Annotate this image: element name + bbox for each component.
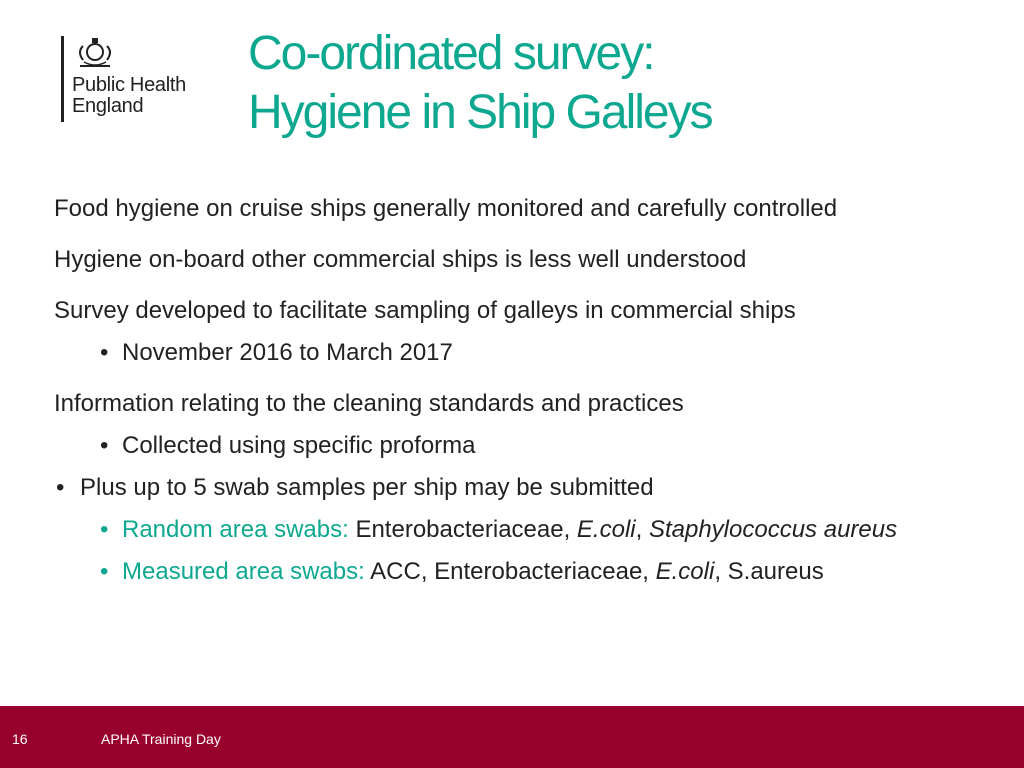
- logo-line-1: Public Health: [72, 74, 186, 96]
- paragraph-information: Information relating to the cleaning standards and practices: [54, 390, 684, 417]
- dates-text: November 2016 to March 2017: [122, 339, 453, 366]
- logo-name: [72, 75, 186, 117]
- royal-crest-icon: [74, 36, 116, 72]
- footer-bar: [0, 706, 1024, 768]
- paragraph-survey: Survey developed to facilitate sampling of galleys in commercial ships: [54, 297, 796, 324]
- list-item-measured-swabs: • Measured area swabs: ACC, Enterobacteriaceae, E.coli, S.aureus: [100, 558, 824, 585]
- list-item-proforma: • Collected using specific proforma: [100, 432, 476, 459]
- measured-swabs-label: Measured area swabs:: [122, 558, 365, 585]
- footer-label: APHA Training Day: [101, 731, 221, 747]
- list-item-random-swabs: • Random area swabs: Enterobacteriaceae, E.coli, Staphylococcus aureus: [100, 516, 898, 543]
- slide-body: [54, 192, 974, 589]
- swab-samples-text: Plus up to 5 swab samples per ship may be submitted: [80, 474, 654, 501]
- logo-line-2: England: [72, 95, 144, 117]
- logo-divider: [61, 36, 64, 122]
- paragraph-commercial-hygiene: Hygiene on-board other commercial ships is less well understood: [54, 246, 747, 273]
- title-line-2: Hygiene in Ship Galleys: [248, 86, 712, 139]
- paragraph-food-hygiene: Food hygiene on cruise ships generally monitored and carefully controlled: [54, 195, 838, 222]
- proforma-text: Collected using specific proforma: [122, 432, 476, 459]
- title-line-1: Co-ordinated survey:: [248, 27, 654, 80]
- random-swabs-label: Random area swabs:: [122, 516, 349, 543]
- slide-title: [248, 24, 712, 142]
- page-number: 16: [12, 731, 28, 747]
- list-item-swab-samples: • Plus up to 5 swab samples per ship may be submitted: [56, 474, 654, 501]
- phe-logo: [58, 34, 218, 124]
- list-item-dates: • November 2016 to March 2017: [100, 339, 453, 366]
